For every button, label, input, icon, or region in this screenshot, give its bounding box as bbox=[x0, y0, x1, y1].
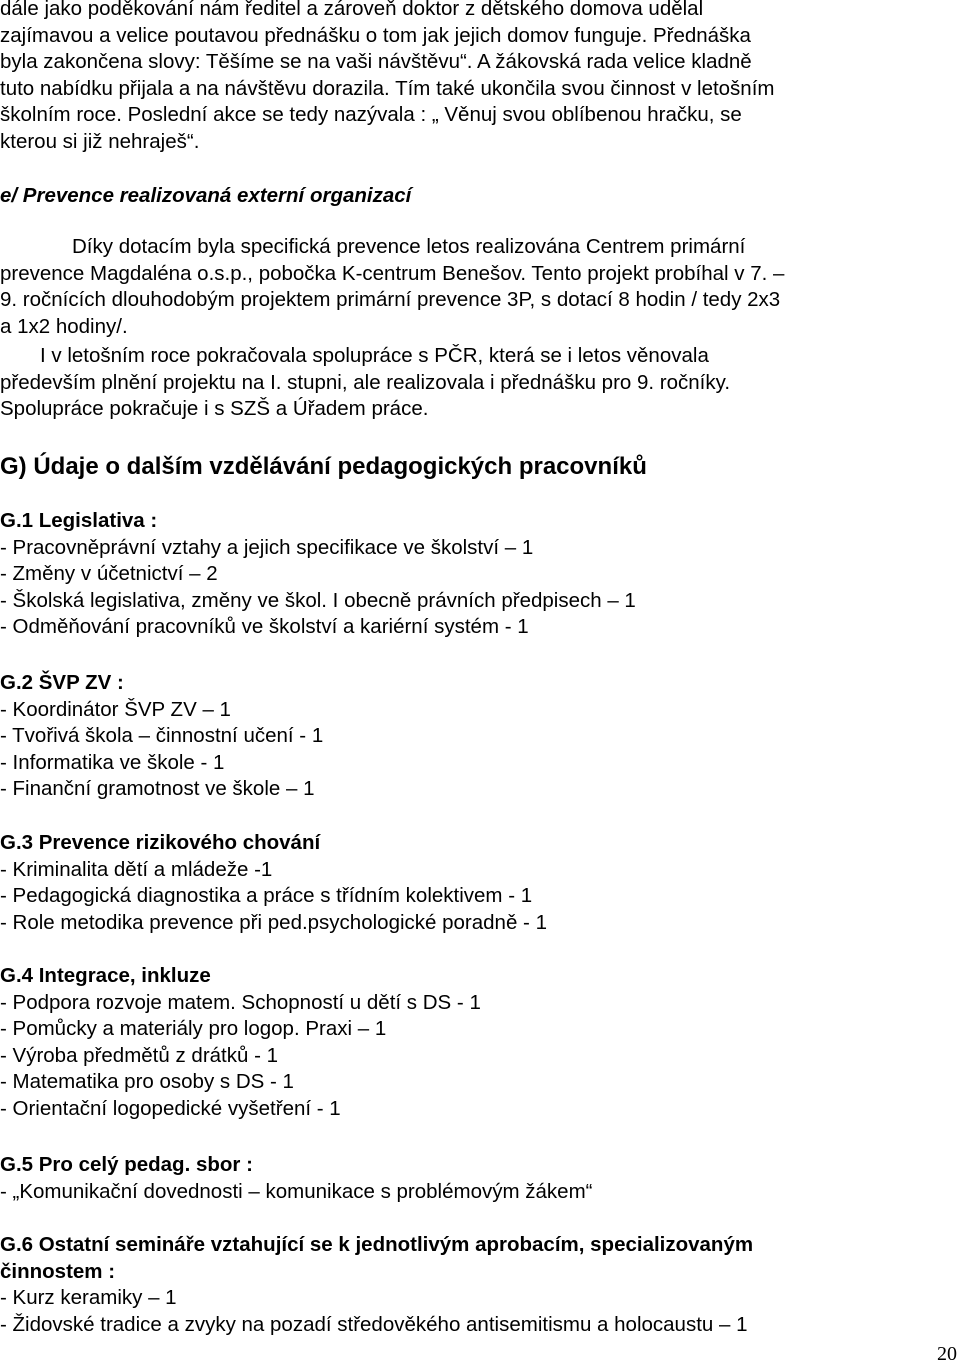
intro-paragraph bbox=[0, 0, 900, 155]
page-number: 20 bbox=[937, 1343, 957, 1365]
group-title: G.6 Ostatní semináře vztahující se k jednotlivým aprobacím, specializovaným bbox=[0, 1233, 754, 1256]
text-line: tuto nabídku přijala a na návštěvu dorazila. Tím také ukončila svou činnost v letošním bbox=[0, 76, 775, 100]
list-item: - Orientační logopedické vyšetření - 1 bbox=[0, 1096, 341, 1120]
section-g-heading: G) Údaje o dalším vzdělávání pedagogických pracovníků bbox=[0, 453, 647, 480]
text-line: zajímavou a velice poutavou přednášku o tom jak jejich domov funguje. Přednáška bbox=[0, 23, 751, 47]
text-line: I v letošním roce pokračovala spolupráce s PČR, která se i letos věnovala bbox=[40, 344, 709, 367]
group-title: G.1 Legislativa : bbox=[0, 509, 158, 532]
list-item: - Finanční gramotnost ve škole – 1 bbox=[0, 777, 315, 800]
text-line: školním roce. Poslední akce se tedy nazývala : „ Věnuj svou oblíbenou hračku, se bbox=[0, 103, 742, 126]
list-item: - Židovské tradice a zvyky na pozadí středověkého antisemitismu a holocaustu – 1 bbox=[0, 1312, 748, 1336]
text-line: dále jako poděkování nám ředitel a zároveň doktor z dětského domova udělal bbox=[0, 0, 704, 20]
list-item: - Koordinátor ŠVP ZV – 1 bbox=[0, 697, 231, 721]
list-item: - Kriminalita dětí a mládeže -1 bbox=[0, 857, 273, 881]
list-item: - Školská legislativa, změny ve škol. I obecně právních předpisech – 1 bbox=[0, 588, 636, 612]
text-line: Díky dotacím byla specifická prevence letos realizována Centrem primární bbox=[72, 235, 746, 258]
g1-group bbox=[0, 508, 900, 641]
group-title: G.5 Pro celý pedag. sbor : bbox=[0, 1153, 253, 1176]
list-item: - Odměňování pracovníků ve školství a kariérní systém - 1 bbox=[0, 615, 529, 638]
list-item: - Pomůcky a materiály pro logop. Praxi – 1 bbox=[0, 1017, 387, 1040]
list-item: - Tvořivá škola – činnostní učení - 1 bbox=[0, 724, 324, 747]
list-item: - „Komunikační dovednosti – komunikace s problémovým žákem“ bbox=[0, 1179, 593, 1203]
list-item: - Podpora rozvoje matem. Schopností u dětí s DS - 1 bbox=[0, 990, 481, 1014]
text-line: Spolupráce pokračuje i s SZŠ a Úřadem práce. bbox=[0, 397, 429, 420]
section-e-paragraph-1 bbox=[0, 234, 900, 340]
text-line: především plnění projektu na I. stupni, ale realizovala i přednášku pro 9. ročníky. bbox=[0, 370, 731, 394]
list-item: - Kurz keramiky – 1 bbox=[0, 1286, 177, 1309]
list-item: - Změny v účetnictví – 2 bbox=[0, 562, 218, 585]
group-title: G.2 ŠVP ZV : bbox=[0, 671, 124, 694]
list-item: - Role metodika prevence při ped.psychologické poradně - 1 bbox=[0, 910, 547, 934]
group-title-continued: činnostem : bbox=[0, 1259, 116, 1283]
group-title: G.3 Prevence rizikového chování bbox=[0, 831, 321, 854]
section-e-heading: e/ Prevence realizovaná externí organizací bbox=[0, 184, 412, 207]
text-line: byla zakončena slovy: Těšíme se na vaši návštěvu“. A žákovská rada velice kladně bbox=[0, 50, 752, 73]
list-item: - Matematika pro osoby s DS - 1 bbox=[0, 1070, 294, 1093]
list-item: - Pracovněprávní vztahy a jejich specifikace ve školství – 1 bbox=[0, 535, 534, 559]
text-line: kterou si již nehraješ“. bbox=[0, 129, 200, 153]
g5-group bbox=[0, 1152, 900, 1205]
g6-group bbox=[0, 1232, 900, 1338]
group-title: G.4 Integrace, inkluze bbox=[0, 964, 211, 987]
list-item: - Pedagogická diagnostika a práce s třídním kolektivem - 1 bbox=[0, 884, 533, 907]
text-line: 9. ročnících dlouhodobým projektem primární prevence 3P, s dotací 8 hodin / tedy 2x3 bbox=[0, 288, 781, 311]
g2-group bbox=[0, 670, 900, 803]
section-e-paragraph-2 bbox=[0, 343, 900, 423]
list-item: - Informatika ve škole - 1 bbox=[0, 750, 225, 774]
g4-group bbox=[0, 963, 900, 1122]
g3-group bbox=[0, 830, 900, 936]
text-line: prevence Magdaléna o.s.p., pobočka K-centrum Benešov. Tento projekt probíhal v 7. – bbox=[0, 261, 785, 285]
list-item: - Výroba předmětů z drátků - 1 bbox=[0, 1043, 279, 1067]
text-line: a 1x2 hodiny/. bbox=[0, 314, 128, 338]
